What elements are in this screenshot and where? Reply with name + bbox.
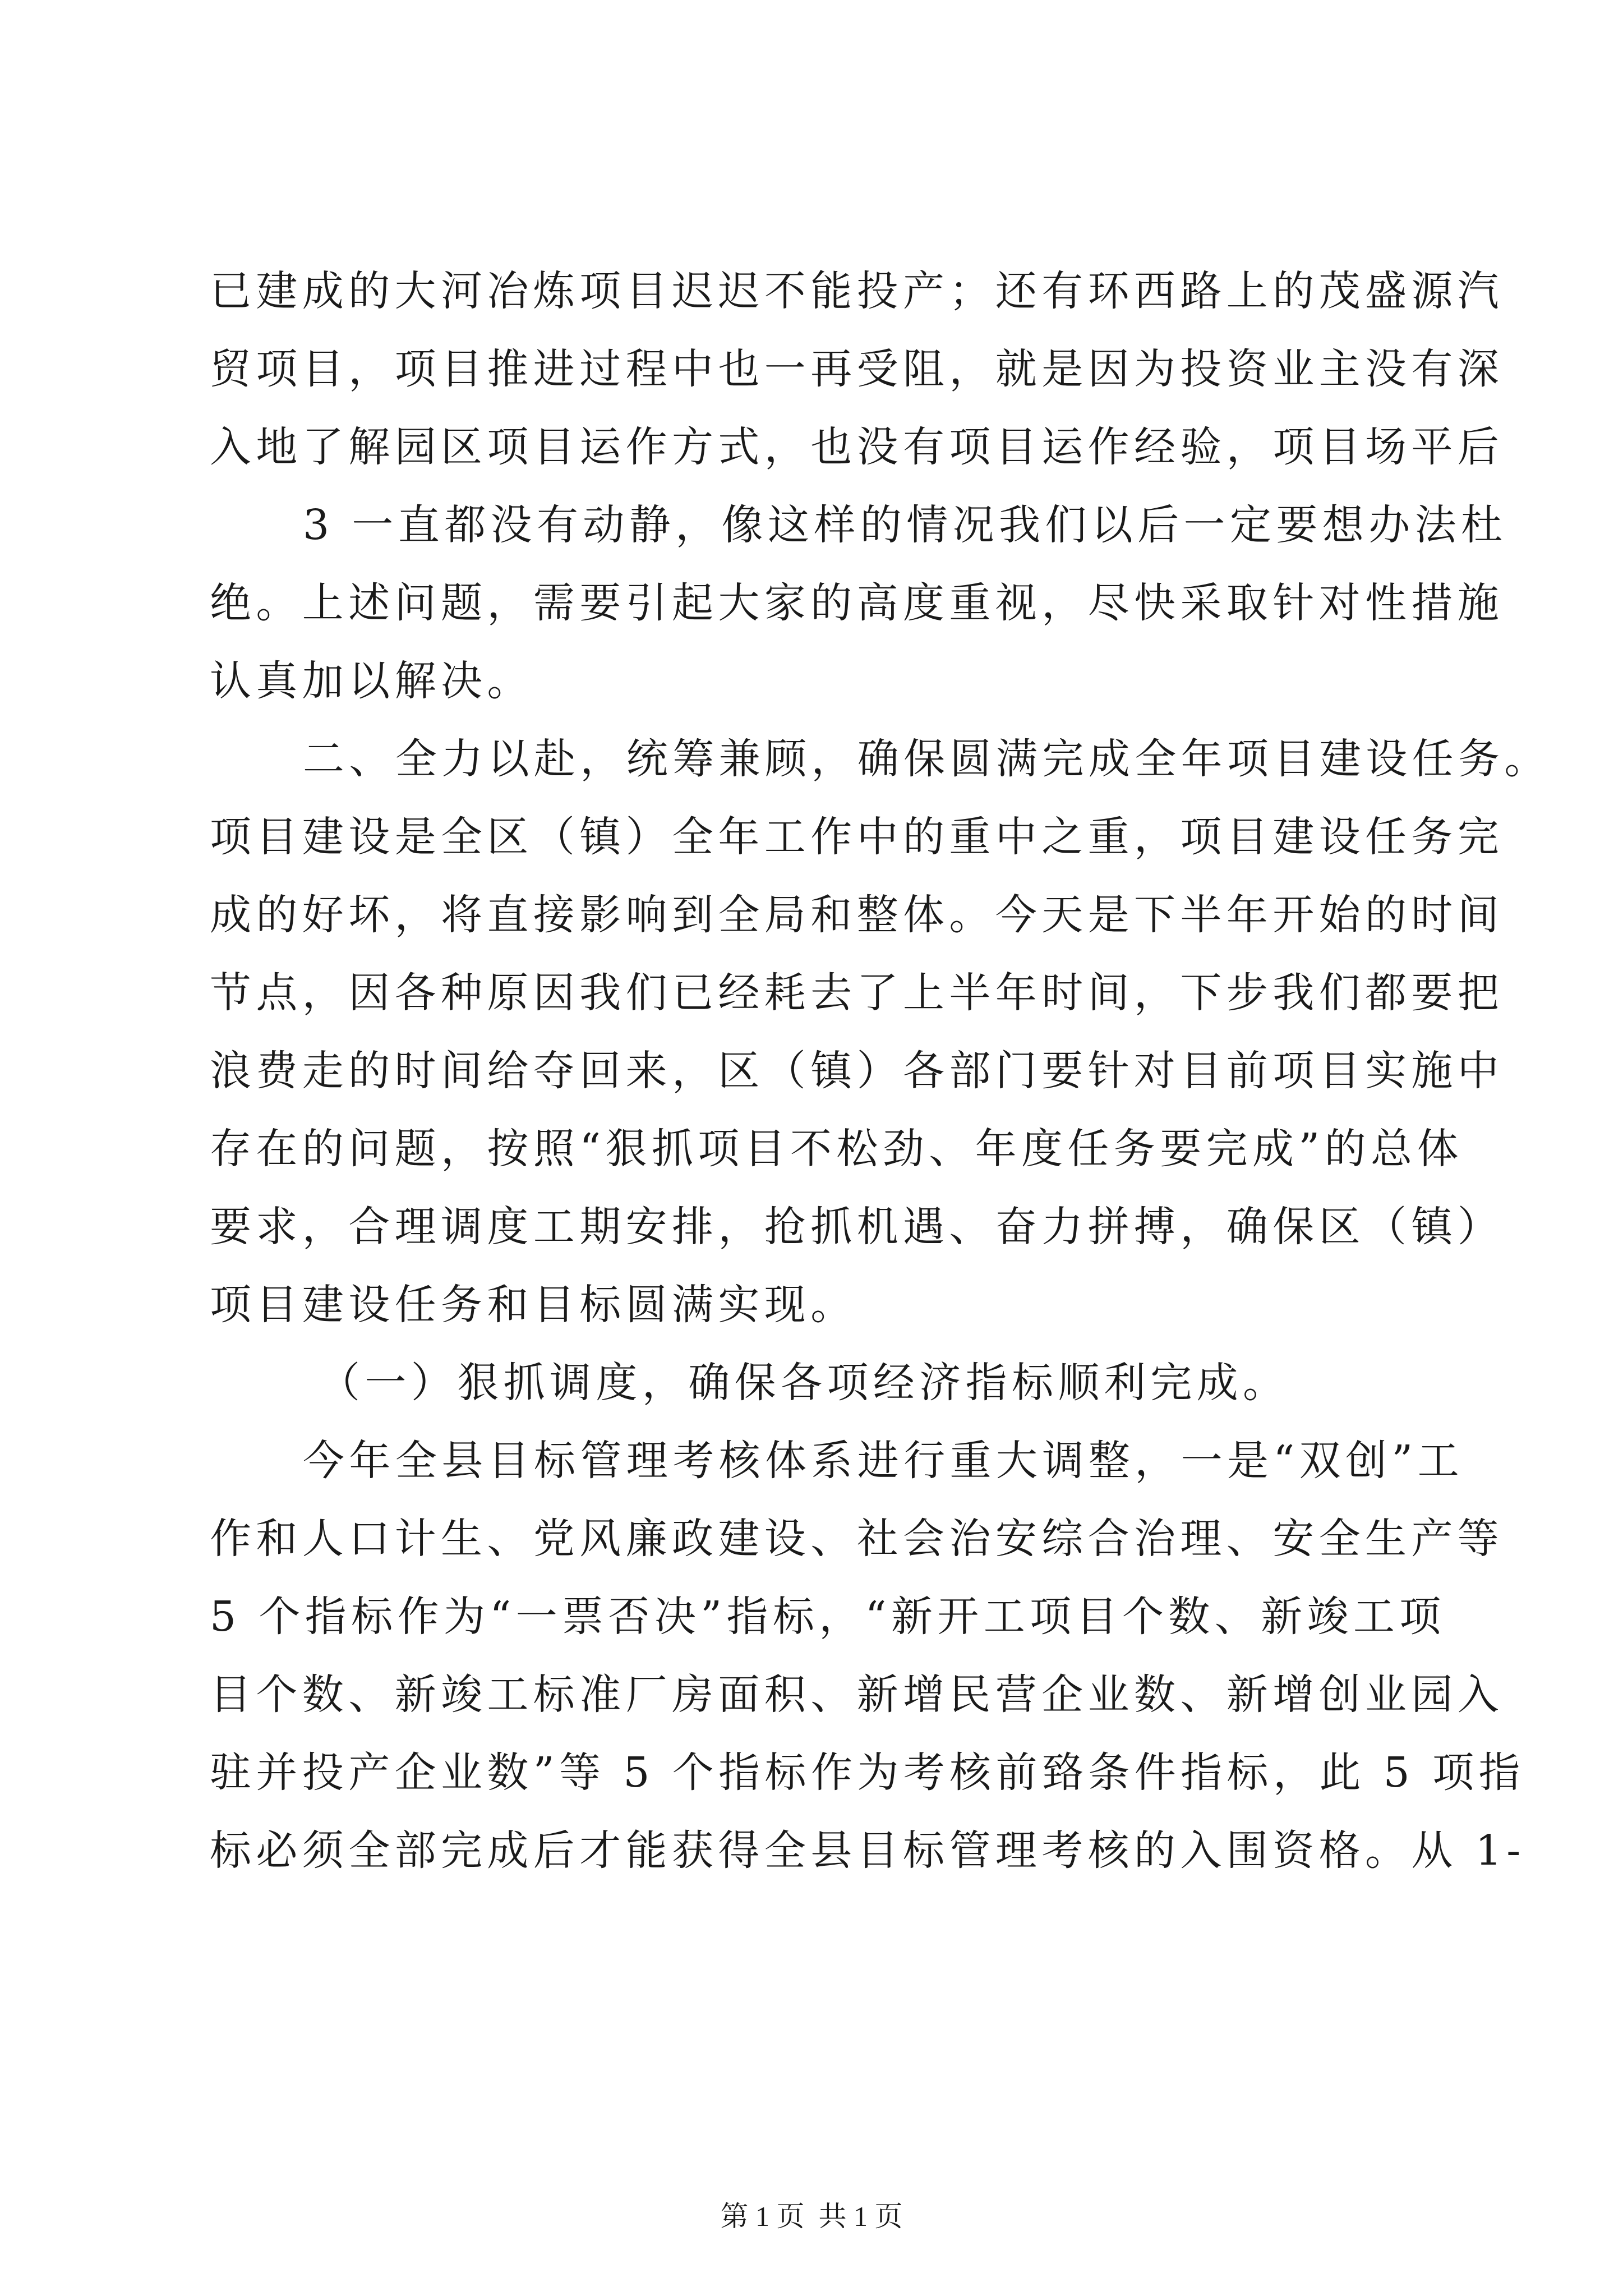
body-line-11: 浪费走的时间给夺回来，区（镇）各部门要针对目前项目实施中 [210,1047,1504,1095]
body-line-2: 贸项目，项目推进过程中也一再受阻，就是因为投资业主没有深 [210,345,1504,393]
page-footer: 第 1 页 共 1 页 [720,2201,903,2232]
body-line-20: 驻并投产企业数”等 5 个指标作为考核前臵条件指标，此 5 项指 [210,1749,1525,1797]
body-line-6: 认真加以解决。 [210,657,533,705]
body-line-9: 成的好坏，将直接影响到全局和整体。今天是下半年开始的时间 [210,891,1504,939]
body-line-18: 5 个指标作为“一票否决”指标，“新开工项目个数、新竣工项 [210,1593,1446,1641]
body-line-19: 目个数、新竣工标准厂房面积、新增民营企业数、新增创业园入 [210,1671,1504,1719]
body-line-14: 项目建设任务和目标圆满实现。 [210,1281,857,1329]
body-line-1: 已建成的大河冶炼项目迟迟不能投产；还有环西路上的茂盛源汽 [210,267,1504,315]
body-line-8: 项目建设是全区（镇）全年工作中的重中之重，项目建设任务完 [210,813,1504,861]
subsection-heading-1: （一）狠抓调度，确保各项经济指标顺利完成。 [319,1359,1289,1407]
body-line-4: 3 一直都没有动静，像这样的情况我们以后一定要想办法杜 [303,501,1507,549]
body-line-13: 要求，合理调度工期安排，抢抓机遇、奋力拼搏，确保区（镇） [210,1203,1504,1251]
body-line-10: 节点，因各种原因我们已经耗去了上半年时间，下步我们都要把 [210,969,1504,1017]
section-heading-2: 二、全力以赴，统筹兼顾，确保圆满完成全年项目建设任务。 [303,735,1551,783]
body-line-16: 今年全县目标管理考核体系进行重大调整，一是“双创”工 [303,1437,1464,1485]
body-line-3: 入地了解园区项目运作方式，也没有项目运作经验，项目场平后 [210,423,1504,471]
body-line-17: 作和人口计生、党风廉政建设、社会治安综合治理、安全生产等 [210,1515,1504,1563]
body-line-12: 存在的问题，按照“狠抓项目不松劲、年度任务要完成”的总体 [210,1125,1463,1173]
body-line-21: 标必须全部完成后才能获得全县目标管理考核的入围资格。从 1- [210,1826,1525,1875]
body-line-5: 绝。上述问题，需要引起大家的高度重视，尽快采取针对性措施 [210,579,1504,627]
